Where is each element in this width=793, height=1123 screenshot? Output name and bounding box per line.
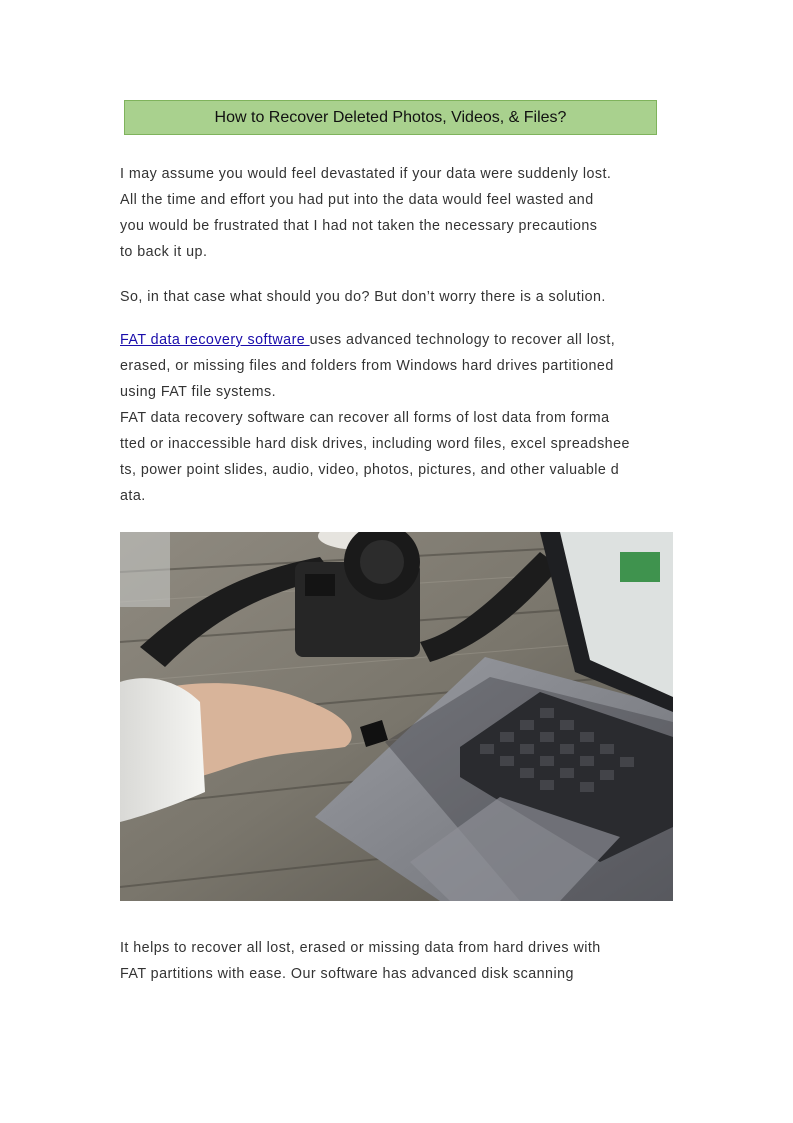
paragraph-line: It helps to recover all lost, erased or missing data from hard drives with	[120, 940, 601, 956]
paragraph-line: FAT data recovery software can recover all forms of lost data from forma	[120, 410, 610, 426]
paragraph-line: So, in that case what should you do? But don’t worry there is a solution.	[120, 289, 606, 305]
paragraph-text: uses advanced technology to recover all lost,	[309, 332, 616, 348]
paragraph-line: to back it up.	[120, 244, 208, 260]
paragraph-line: you would be frustrated that I had not taken the necessary precautions	[120, 218, 598, 234]
paragraph-line: All the time and effort you had put into the data would feel wasted and	[120, 192, 594, 208]
fat-data-recovery-link[interactable]: FAT data recovery software	[120, 332, 310, 348]
paragraph-line: tted or inaccessible hard disk drives, including word files, excel spreadshee	[120, 436, 630, 452]
page-title: How to Recover Deleted Photos, Videos, & Files?	[214, 108, 567, 126]
closing-paragraph	[120, 935, 672, 987]
paragraph-line	[120, 327, 672, 353]
software-paragraph	[120, 327, 672, 509]
paragraph-line: using FAT file systems.	[120, 384, 277, 400]
paragraph-line: ata.	[120, 488, 146, 504]
paragraph-line: ts, power point slides, audio, video, photos, pictures, and other valuable d	[120, 462, 620, 478]
paragraph-line: erased, or missing files and folders from Windows hard drives partitioned	[120, 358, 614, 374]
laptop-sd-card-photo	[120, 532, 673, 901]
paragraph-line: I may assume you would feel devastated if your data were suddenly lost.	[120, 166, 612, 182]
solution-paragraph	[120, 284, 672, 310]
intro-paragraph	[120, 161, 672, 265]
paragraph-line: FAT partitions with ease. Our software has advanced disk scanning	[120, 966, 574, 982]
page-title-banner	[124, 100, 657, 135]
